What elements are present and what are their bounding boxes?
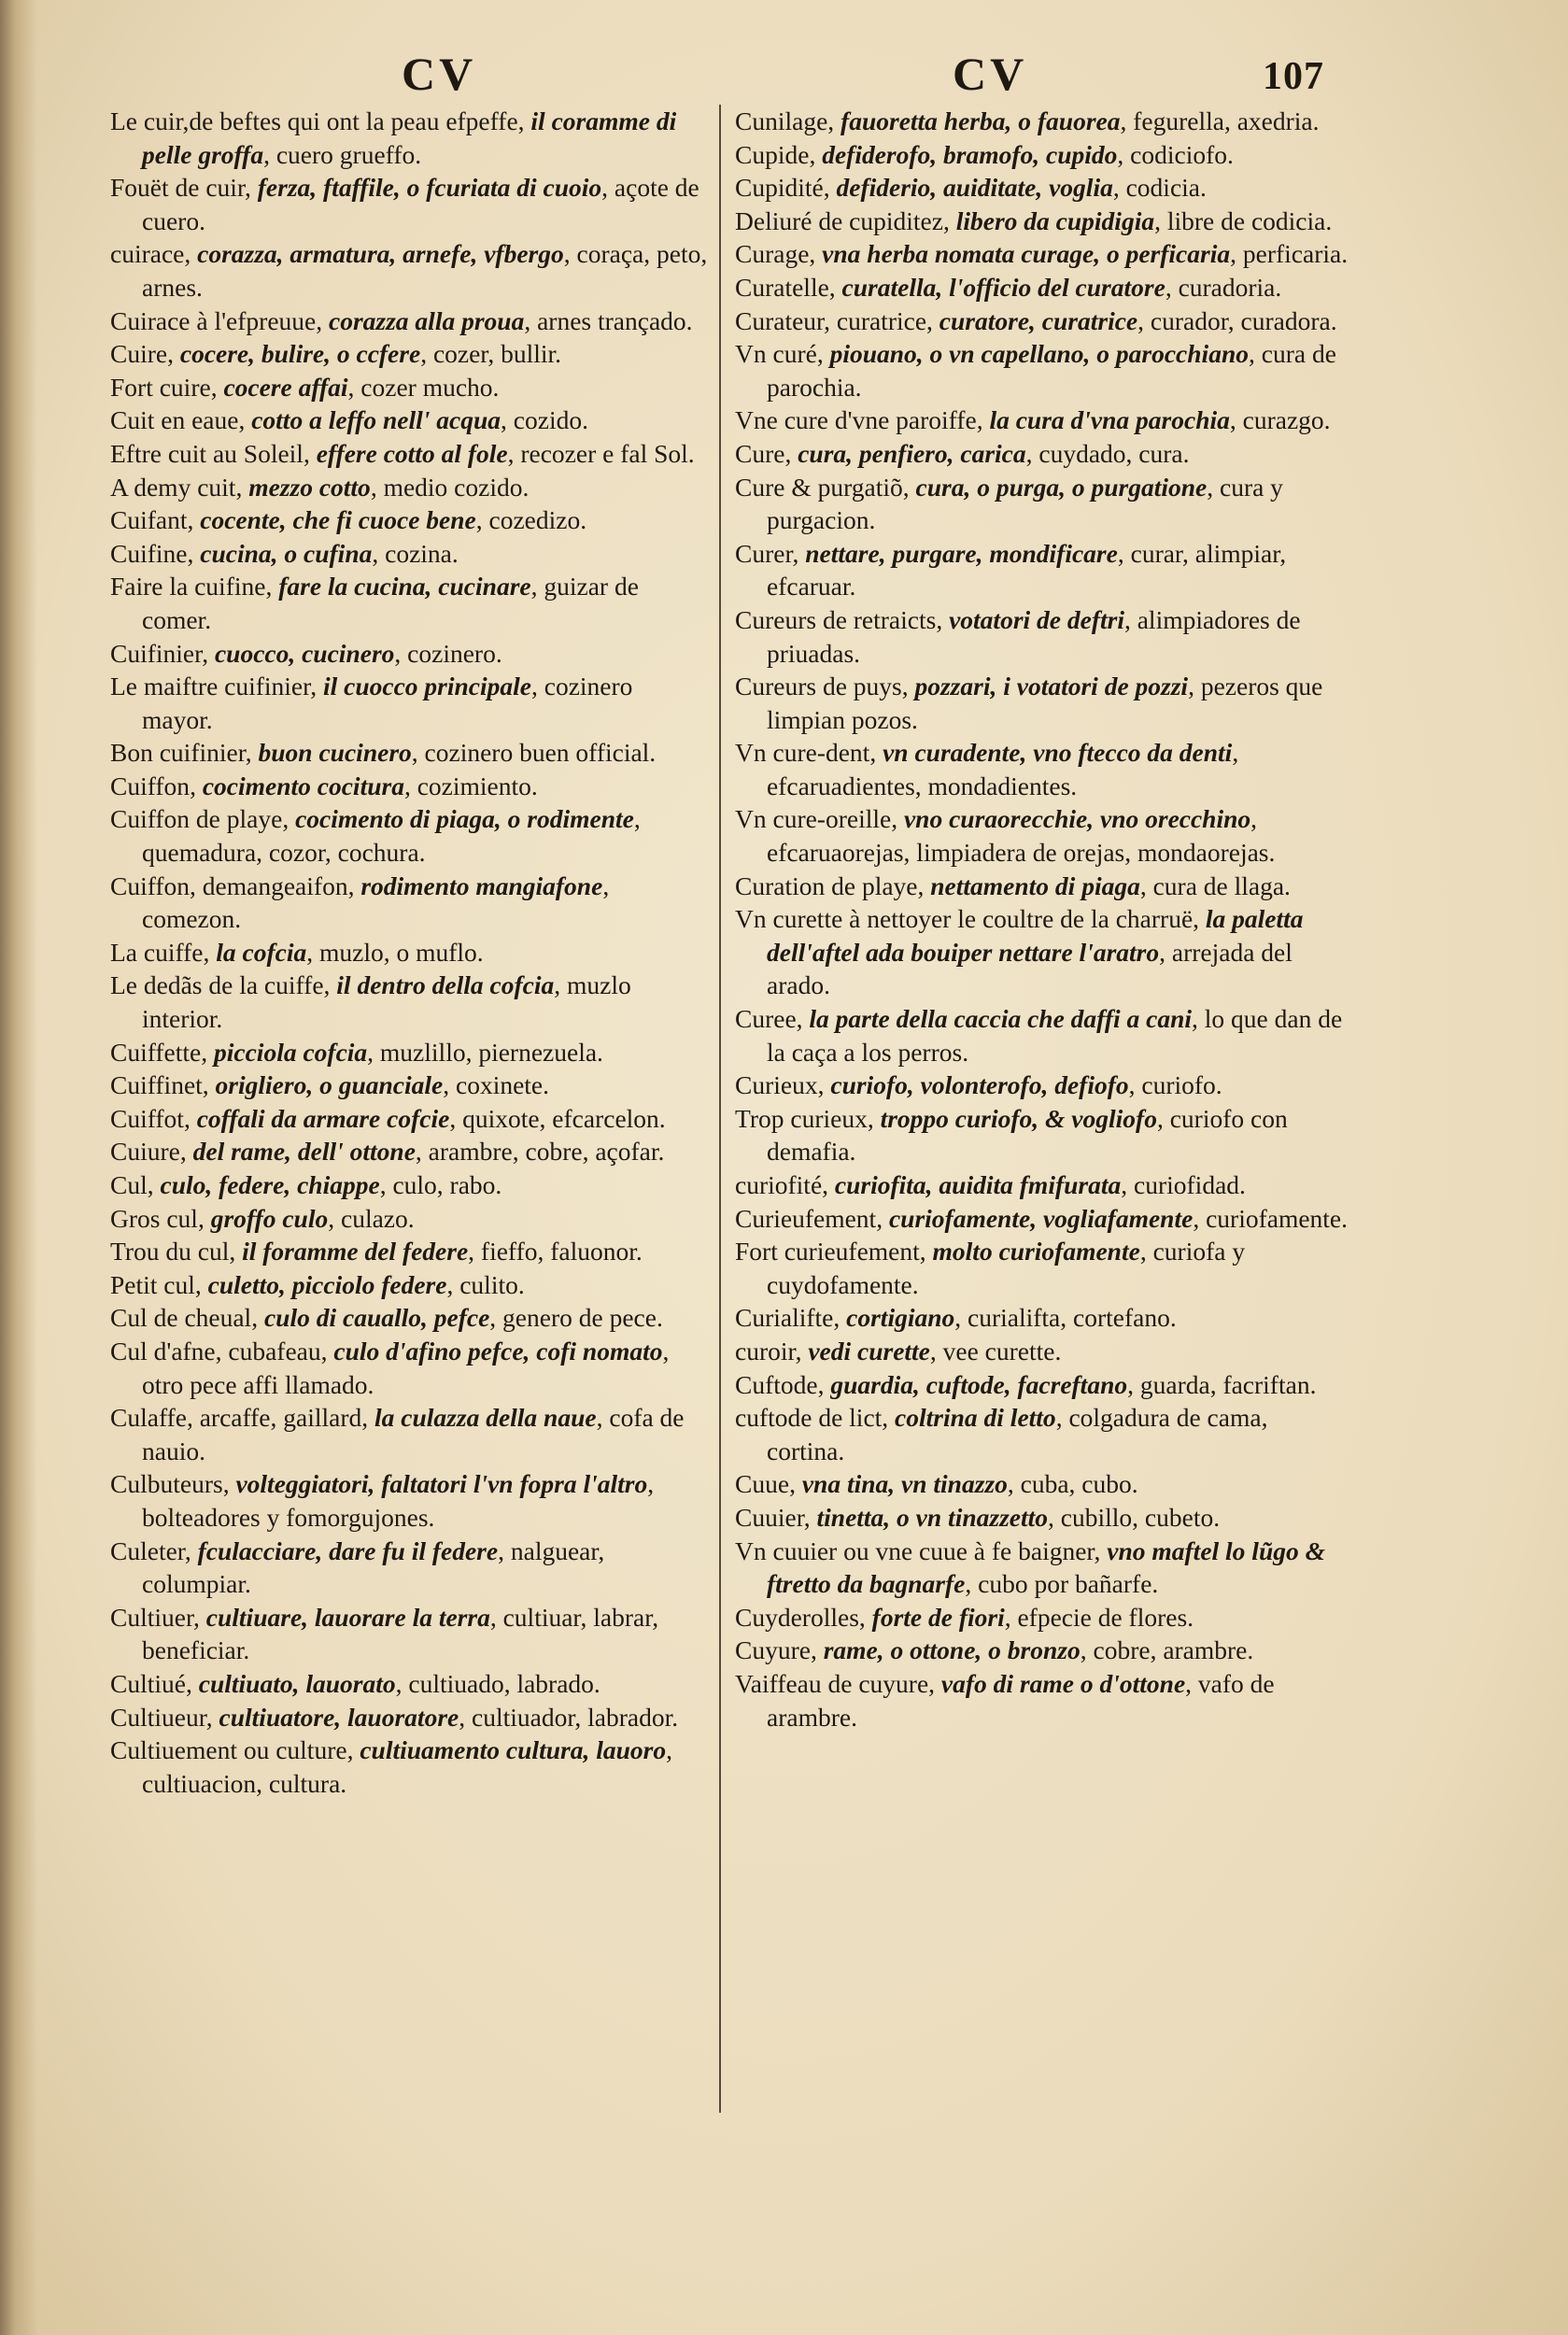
entry-french: Curieux <box>735 1070 818 1100</box>
entry-french: Culeter <box>110 1535 185 1565</box>
dictionary-entry: Cure, cura, penfiero, carica, cuydado, cura. <box>735 438 1190 468</box>
dictionary-entry: Vaiffeau de cuyure, vafo di rame o d'ottone, vafo de arambre. <box>735 1668 1275 1732</box>
dictionary-entry: Cureurs de retraicts, votatori de deftri, alimpiadores de priuadas. <box>735 604 1301 668</box>
entry-french: Cultiué <box>110 1668 186 1698</box>
entry-french: Le dedãs de la cuiffe <box>110 970 324 1000</box>
entry-spanish: curadoria. <box>1178 272 1282 302</box>
entry-french: Cuftode <box>735 1369 818 1399</box>
entry-french: Eftre cuit au Soleil <box>110 438 304 468</box>
entry-spanish: guarda, facriftan. <box>1139 1369 1317 1399</box>
entry-spanish: cuydado, cura. <box>1038 438 1190 468</box>
entry-italian: nettamento di piaga <box>930 870 1140 900</box>
entry-spanish: vee curette. <box>942 1336 1062 1366</box>
entry-spanish: recozer e fal Sol. <box>520 438 695 468</box>
dictionary-entry: Cul, culo, federe, chiappe, culo, rabo. <box>110 1170 502 1199</box>
entry-spanish: arrejada del arado. <box>767 937 1293 1000</box>
entry-italian: guardia, cuftode, facreftano <box>830 1369 1128 1399</box>
dictionary-entry: Cuifinier, cuocco, cucinero, cozinero. <box>110 638 502 668</box>
entry-spanish: cultiuador, labrador. <box>471 1702 679 1732</box>
entry-italian: rame, o ottone, o bronzo <box>823 1635 1081 1665</box>
entry-italian: curatore, curatrice <box>939 305 1138 335</box>
dictionary-entry: cuftode de lict, coltrina di letto, colgadura de cama, cortina. <box>735 1403 1268 1465</box>
dictionary-entry: Curage, vna herba nomata curage, o perficaria, perficaria. <box>735 239 1349 269</box>
entry-spanish: perficaria. <box>1242 239 1349 269</box>
entry-italian: cocente, che fi cuoce bene <box>200 505 476 535</box>
dictionary-entry: Curialifte, cortigiano, curialifta, cortefano. <box>735 1303 1177 1333</box>
entry-italian: corazza alla proua <box>329 305 525 335</box>
dictionary-entry: Fort cuire, cocere affai, cozer mucho. <box>110 372 500 402</box>
entry-italian: vn curadente, vno ftecco da denti <box>883 738 1233 768</box>
dictionary-entry: Le dedãs de la cuiffe, il dentro della cofcia, muzlo interior. <box>110 970 631 1034</box>
entry-italian: groffo culo <box>210 1203 329 1233</box>
entry-spanish: cuba, cubo. <box>1020 1469 1138 1499</box>
entry-italian: cura, penfiero, carica <box>798 438 1026 468</box>
entry-french: La cuiffe <box>110 937 204 967</box>
entry-spanish: alimpiadores de priuadas. <box>767 604 1301 668</box>
dictionary-entry: Petit cul, culetto, picciolo federe, culito. <box>110 1269 525 1299</box>
dictionary-entry: Bon cuifinier, buon cucinero, cozinero buen official. <box>110 738 657 768</box>
entry-french: Cuiffon <box>110 771 191 800</box>
entry-italian: cura, o purga, o purgatione <box>915 472 1208 502</box>
entry-spanish: cozer, bullir. <box>432 339 562 369</box>
entry-french: Cultiuer <box>110 1602 194 1632</box>
entry-italian: la paletta dell'aftel ada bouiper nettare l'aratro <box>767 904 1304 967</box>
dictionary-entry: Cuiffon, demangeaifon, rodimento mangiafone, comezon. <box>110 870 610 934</box>
entry-french: Le cuir,de beftes qui ont la peau efpeffe <box>110 106 518 135</box>
entry-italian: votatori de deftri <box>949 604 1124 634</box>
dictionary-entry: Vn curette à nettoyer le coultre de la charruë, la paletta dell'aftel ada bouiper nettare l'aratro, arrejada del arado. <box>735 904 1304 1000</box>
entry-spanish: arambre, cobre, açofar. <box>428 1137 665 1167</box>
dictionary-entry: Trop curieux, troppo curiofo, & vogliofo, curiofo con demafia. <box>735 1103 1288 1167</box>
entry-french: Cunilage <box>735 106 828 135</box>
dictionary-entry: Cuuier, tinetta, o vn tinazzetto, cubillo, cubeto. <box>735 1502 1221 1532</box>
entry-italian: cultiuare, lauorare la terra <box>205 1602 490 1632</box>
entry-french: Cuuier <box>735 1502 804 1532</box>
dictionary-entry: Cuiffon de playe, cocimento di piaga, o rodimente, quemadura, cozor, cochura. <box>110 804 641 868</box>
entry-spanish: coraça, peto, arnes. <box>142 239 708 302</box>
entry-spanish: lo que dan de la caça a los perros. <box>767 1004 1343 1067</box>
entry-spanish: cultiuado, labrado. <box>408 1668 600 1698</box>
entry-spanish: culito. <box>459 1269 525 1299</box>
dictionary-entry: Cultiué, cultiuato, lauorato, cultiuado, labrado. <box>110 1668 600 1698</box>
dictionary-entry: Trou du cul, il foramme del federe, fieffo, faluonor. <box>110 1237 643 1267</box>
entry-french: Trou du cul <box>110 1237 230 1267</box>
entry-italian: mezzo cotto <box>248 472 371 502</box>
entry-spanish: curiofamente. <box>1206 1203 1349 1233</box>
entry-italian: il cuocco principale <box>322 672 531 701</box>
dictionary-entry: Cupide, defiderofo, bramofo, cupido, codiciofo. <box>735 139 1234 169</box>
entry-italian: fauoretta herba, o fauorea <box>841 106 1121 135</box>
dictionary-entry: Vn curé, piouano, o vn capellano, o parocchiano, cura de parochia. <box>735 339 1336 402</box>
dictionary-entry: Culaffe, arcaffe, gaillard, la culazza della naue, cofa de nauio. <box>110 1403 685 1465</box>
entry-french: cuirace <box>110 239 185 269</box>
entry-spanish: curialifta, cortefano. <box>968 1303 1177 1333</box>
entry-italian: tinetta, o vn tinazzetto <box>816 1502 1049 1532</box>
entry-french: Culaffe, arcaffe, gaillard <box>110 1403 362 1433</box>
entry-spanish: efpecie de flores. <box>1017 1602 1194 1632</box>
dictionary-entry: Curateur, curatrice, curatore, curatrice, curador, curadora. <box>735 305 1337 335</box>
entry-french: Curer <box>735 538 793 568</box>
entry-italian: curatella, l'officio del curatore <box>841 272 1165 302</box>
entry-italian: cucina, o cufina <box>200 538 373 568</box>
entry-italian: vna herba nomata curage, o perficaria <box>822 239 1231 269</box>
entry-french: Vn cure-dent <box>735 738 870 768</box>
entry-italian: il dentro della cofcia <box>336 970 555 1000</box>
dictionary-entry: Vn cure-oreille, vno curaorecchie, vno orecchino, efcaruaorejas, limpiadera de orejas, mondaorejas. <box>735 804 1276 868</box>
entry-italian: effere cotto al fole <box>316 438 508 468</box>
left-column <box>110 105 708 1800</box>
entry-french: Bon cuifinier <box>110 738 246 768</box>
entry-spanish: cozido. <box>513 405 588 435</box>
dictionary-entry: Curatelle, curatella, l'officio del curatore, curadoria. <box>735 272 1282 302</box>
dictionary-entry: Cuit en eaue, cotto a leffo nell' acqua, cozido. <box>110 405 588 435</box>
entry-french: Cuiffette <box>110 1037 202 1067</box>
binding-gutter <box>0 0 37 2335</box>
entry-italian: vna tina, vn tinazzo <box>801 1469 1008 1499</box>
entry-spanish: efcaruadientes, mondadientes. <box>767 771 1078 800</box>
entry-italian: curiofo, volonterofo, defiofo <box>830 1070 1129 1100</box>
entry-italian: piouano, o vn capellano, o parocchiano <box>829 339 1249 369</box>
entry-french: Vn cure-oreille <box>735 804 892 834</box>
entry-italian: molto curiofamente <box>932 1237 1140 1267</box>
entry-spanish: curiofidad. <box>1134 1170 1246 1199</box>
entry-spanish: cozer mucho. <box>360 372 500 402</box>
dictionary-entry: Curer, nettare, purgare, mondificare, curar, alimpiar, efcaruar. <box>735 538 1287 601</box>
entry-italian: troppo curiofo, & vogliofo <box>880 1103 1157 1133</box>
entry-french: cuftode de lict <box>735 1403 883 1433</box>
entry-french: Curation de playe <box>735 870 918 900</box>
entry-spanish: fegurella, axedria. <box>1133 106 1320 135</box>
entry-spanish: medio cozido. <box>383 472 530 502</box>
entry-italian: cultiuatore, lauoratore <box>219 1702 459 1732</box>
dictionary-entry: Cuiffot, coffali da armare cofcie, quixote, efcarcelon. <box>110 1103 666 1133</box>
running-head-right: CV <box>953 48 1028 100</box>
entry-spanish: cuero grueffo. <box>275 139 422 169</box>
entry-italian: cocimento di piaga, o rodimente <box>295 804 634 834</box>
dictionary-entry: curoir, vedi curette, vee curette. <box>735 1336 1062 1366</box>
entry-french: Cuue <box>735 1469 790 1499</box>
entry-spanish: curar, alimpiar, efcaruar. <box>767 538 1287 601</box>
entry-french: Curateur, curatrice <box>735 305 927 335</box>
dictionary-entry: A demy cuit, mezzo cotto, medio cozido. <box>110 472 530 502</box>
entry-italian: corazza, armatura, arnefe, vfbergo <box>197 239 564 269</box>
dictionary-entry: Culbuteurs, volteggiatori, faltatori l'vn fopra l'altro, bolteadores y fomorgujones. <box>110 1469 655 1532</box>
entry-spanish: efcaruaorejas, limpiadera de orejas, mondaorejas. <box>767 838 1276 868</box>
entry-spanish: codiciofo. <box>1130 139 1234 169</box>
entry-spanish: cozinero buen official. <box>424 738 657 768</box>
entry-spanish: pezeros que limpian pozos. <box>767 672 1323 734</box>
entry-spanish: libre de codicia. <box>1166 205 1333 235</box>
dictionary-entry: Cuiffinet, origliero, o guanciale, coxinete. <box>110 1070 550 1100</box>
entry-spanish: genero de pece. <box>502 1303 663 1333</box>
entry-french: Vaiffeau de cuyure <box>735 1668 929 1698</box>
entry-italian: rodimento mangiafone <box>360 870 603 900</box>
entry-italian: la culazza della naue <box>374 1403 597 1433</box>
entry-italian: nettare, purgare, mondificare <box>805 538 1118 568</box>
dictionary-entry: Curee, la parte della caccia che daffi a cani, lo que dan de la caça a los perros. <box>735 1004 1343 1067</box>
entry-italian: vafo di rame o d'ottone <box>940 1668 1186 1698</box>
entry-french: curiofité <box>735 1170 823 1199</box>
entry-italian: culo di cauallo, pefce <box>263 1303 490 1333</box>
entry-spanish: bolteadores y fomorgujones. <box>142 1502 435 1532</box>
entry-french: Cuiffon, demangeaifon <box>110 870 348 900</box>
right-column <box>735 105 1351 1734</box>
entry-spanish: açote de cuero. <box>142 173 699 235</box>
entry-italian: fare la cucina, cucinare <box>278 572 531 601</box>
entry-spanish: codicia. <box>1125 173 1207 203</box>
dictionary-entry: Fort curieufement, molto curiofamente, curiofa y cuydofamente. <box>735 1237 1246 1299</box>
dictionary-entry: Culeter, fculacciare, dare fu il federe, nalguear, columpiar. <box>110 1535 605 1599</box>
entry-italian: cultiuato, lauorato <box>198 1668 396 1698</box>
entry-spanish: muzlo interior. <box>142 970 631 1034</box>
entry-french: Vne cure d'vne paroiffe <box>735 405 977 435</box>
entry-italian: del rame, dell' ottone <box>192 1137 416 1167</box>
dictionary-entry: Eftre cuit au Soleil, effere cotto al fole, recozer e fal Sol. <box>110 438 695 468</box>
entry-spanish: muzlo, o muflo. <box>318 937 484 967</box>
entry-french: Le maiftre cuifinier <box>110 672 311 701</box>
dictionary-entry: Le cuir,de beftes qui ont la peau efpeffe, il coramme di pelle groffa, cuero grueffo. <box>110 106 677 169</box>
entry-italian: ferza, ftaffile, o fcuriata di cuoio <box>257 173 602 203</box>
entry-spanish: nalguear, columpiar. <box>142 1535 605 1599</box>
entry-french: Curialifte <box>735 1303 834 1333</box>
entry-spanish: cozinero mayor. <box>142 672 633 734</box>
entry-french: Gros cul <box>110 1203 198 1233</box>
entry-spanish: fieffo, faluonor. <box>480 1237 643 1267</box>
entry-spanish: curador, curadora. <box>1150 305 1337 335</box>
entry-italian: curiofita, auidita fmifurata <box>834 1170 1122 1199</box>
entry-french: Cultiueur <box>110 1702 206 1732</box>
entry-spanish: muzlillo, piernezuela. <box>379 1037 603 1067</box>
entry-spanish: quemadura, cozor, cochura. <box>142 838 426 868</box>
dictionary-entry: Cuyderolles, forte de fiori, efpecie de flores. <box>735 1602 1194 1632</box>
dictionary-entry: Cuue, vna tina, vn tinazzo, cuba, cubo. <box>735 1469 1138 1499</box>
entry-french: Cupide <box>735 139 810 169</box>
entry-italian: defiderofo, bramofo, cupido <box>822 139 1118 169</box>
dictionary-entry: Cuyure, rame, o ottone, o bronzo, cobre, arambre. <box>735 1635 1254 1665</box>
entry-italian: cocimento cocitura <box>202 771 404 800</box>
entry-french: Cultiuement ou culture <box>110 1735 347 1765</box>
entry-spanish: colgadura de cama, cortina. <box>767 1403 1268 1465</box>
entry-italian: la cura d'vna parochia <box>989 405 1230 435</box>
dictionary-entry: Cuiffette, picciola cofcia, muzlillo, piernezuela. <box>110 1037 603 1067</box>
entry-italian: buon cucinero <box>258 738 412 768</box>
entry-italian: picciola cofcia <box>214 1037 368 1067</box>
entry-italian: cotto a leffo nell' acqua <box>251 405 501 435</box>
dictionary-entry: Cuifant, cocente, che fi cuoce bene, cozedizo. <box>110 505 587 535</box>
entry-french: Curieufement <box>735 1203 877 1233</box>
dictionary-entry: Cultiueur, cultiuatore, lauoratore, cultiuador, labrador. <box>110 1702 679 1732</box>
dictionary-entry: Cupidité, defiderio, auiditate, voglia, codicia. <box>735 173 1207 203</box>
dictionary-entry: Faire la cuifine, fare la cucina, cucinare, guizar de comer. <box>110 572 639 634</box>
dictionary-entry: Cuire, cocere, bulire, o ccfere, cozer, bullir. <box>110 339 562 369</box>
entry-italian: coffali da armare cofcie <box>196 1103 450 1133</box>
entry-italian: il coramme di pelle groffa <box>142 106 677 169</box>
entry-french: Culbuteurs <box>110 1469 223 1499</box>
entry-french: Faire la cuifine <box>110 572 266 601</box>
entry-french: Curatelle <box>735 272 829 302</box>
entry-french: Curage <box>735 239 810 269</box>
entry-french: Cuiffon de playe <box>110 804 283 834</box>
entry-french: Cul <box>110 1170 148 1199</box>
entry-italian: cortigiano <box>846 1303 955 1333</box>
entry-spanish: cubo por bañarfe. <box>978 1569 1159 1599</box>
dictionary-entry: Cuifine, cucina, o cufina, cozina. <box>110 538 459 568</box>
column-divider <box>719 105 721 2113</box>
entry-italian: curiofamente, vogliafamente <box>888 1203 1194 1233</box>
dictionary-entry: Cul de cheual, culo di cauallo, pefce, genero de pece. <box>110 1303 663 1333</box>
entry-italian: culetto, picciolo federe <box>207 1269 447 1299</box>
dictionary-entry: Cuirace à l'efpreuue, corazza alla proua, arnes trançado. <box>110 305 693 335</box>
entry-french: Cuifinier <box>110 638 203 668</box>
running-head-left: CV <box>402 48 477 100</box>
entry-spanish: vafo de arambre. <box>767 1668 1275 1732</box>
entry-italian: pozzari, i votatori de pozzi <box>914 672 1189 701</box>
dictionary-entry: Vne cure d'vne paroiffe, la cura d'vna parochia, curazgo. <box>735 405 1331 435</box>
entry-french: Cuiffinet <box>110 1070 203 1100</box>
entry-spanish: curiofa y cuydofamente. <box>767 1237 1246 1299</box>
entry-italian: vno maftel lo lũgo & ftretto da bagnarfe <box>767 1535 1325 1599</box>
dictionary-entry: Vn cure-dent, vn curadente, vno ftecco da denti, efcaruadientes, mondadientes. <box>735 738 1239 800</box>
entry-french: Cuiure <box>110 1137 180 1167</box>
entry-spanish: cultiuacion, cultura. <box>142 1768 347 1798</box>
entry-spanish: cobre, arambre. <box>1093 1635 1254 1665</box>
dictionary-entry: Vn cuuier ou vne cuue à fe baigner, vno maftel lo lũgo & ftretto da bagnarfe, cubo por bañarfe. <box>735 1535 1325 1599</box>
entry-italian: cocere, bulire, o ccfere <box>179 339 421 369</box>
entry-french: Cuyure <box>735 1635 811 1665</box>
entry-french: Cure <box>735 438 785 468</box>
entry-french: Cuit en eaue <box>110 405 239 435</box>
dictionary-entry: Deliuré de cupiditez, libero da cupidigia, libre de codicia. <box>735 205 1333 235</box>
entry-spanish: cultiuar, labrar, beneficiar. <box>142 1602 659 1665</box>
dictionary-entry: Cureurs de puys, pozzari, i votatori de pozzi, pezeros que limpian pozos. <box>735 672 1323 734</box>
entry-italian: origliero, o guanciale <box>215 1070 444 1100</box>
dictionary-entry: Cure & purgatiõ, cura, o purga, o purgatione, cura y purgacion. <box>735 472 1283 535</box>
entry-spanish: quixote, efcarcelon. <box>462 1103 666 1133</box>
dictionary-entry: Cultiuement ou culture, cultiuamento cultura, lauoro, cultiuacion, cultura. <box>110 1735 672 1798</box>
entry-spanish: comezon. <box>142 904 242 934</box>
entry-italian: cuocco, cucinero <box>214 638 395 668</box>
entry-italian: fculacciare, dare fu il federe <box>197 1535 499 1565</box>
entry-italian: vedi curette <box>808 1336 930 1366</box>
entry-italian: la cofcia <box>216 937 307 967</box>
entry-italian: culo, federe, chiappe <box>160 1170 380 1199</box>
entry-spanish: culo, rabo. <box>392 1170 502 1199</box>
entry-spanish: cura y purgacion. <box>767 472 1283 535</box>
entry-spanish: curiofo. <box>1141 1070 1222 1100</box>
entry-french: Petit cul <box>110 1269 195 1299</box>
entry-french: Cul d'afne, cubafeau <box>110 1336 321 1366</box>
entry-french: A demy cuit <box>110 472 236 502</box>
entry-italian: culo d'afino pefce, cofi nomato <box>333 1336 663 1366</box>
entry-italian: volteggiatori, faltatori l'vn fopra l'altro <box>235 1469 648 1499</box>
entry-french: Fouët de cuir <box>110 173 245 203</box>
entry-spanish: cura de llaga. <box>1152 870 1291 900</box>
entry-italian: libero da cupidigia <box>955 205 1155 235</box>
dictionary-entry: curiofité, curiofita, auidita fmifurata, curiofidad. <box>735 1170 1246 1199</box>
entry-spanish: arnes trançado. <box>537 305 693 335</box>
dictionary-entry: Curieufement, curiofamente, vogliafamente, curiofamente. <box>735 1203 1349 1233</box>
entry-spanish: cura de parochia. <box>767 339 1336 402</box>
entry-spanish: guizar de comer. <box>142 572 639 634</box>
dictionary-entry: Gros cul, groffo culo, culazo. <box>110 1203 415 1233</box>
entry-spanish: culazo. <box>341 1203 415 1233</box>
entry-french: Cuiffot <box>110 1103 184 1133</box>
dictionary-entry: Le maiftre cuifinier, il cuocco principale, cozinero mayor. <box>110 672 633 734</box>
dictionary-entry: cuirace, corazza, armatura, arnefe, vfbergo, coraça, peto, arnes. <box>110 239 708 302</box>
entry-spanish: cubillo, cubeto. <box>1060 1502 1221 1532</box>
entry-italian: vno curaorecchie, vno orecchino <box>903 804 1251 834</box>
entry-italian: la parte della caccia che daffi a cani <box>809 1004 1193 1034</box>
entry-french: Curee <box>735 1004 797 1034</box>
dictionary-entry: Curation de playe, nettamento di piaga, cura de llaga. <box>735 870 1291 900</box>
entry-spanish: coxinete. <box>455 1070 550 1100</box>
entry-french: Vn cuuier ou vne cuue à fe baigner <box>735 1535 1095 1565</box>
entry-french: Cul de cheual <box>110 1303 252 1333</box>
entry-french: Cureurs de retraicts <box>735 604 937 634</box>
entry-french: Cuyderolles <box>735 1602 859 1632</box>
dictionary-entry: Curieux, curiofo, volonterofo, defiofo, curiofo. <box>735 1070 1222 1100</box>
entry-spanish: curazgo. <box>1242 405 1331 435</box>
entry-italian: cultiuamento cultura, lauoro <box>360 1735 667 1765</box>
entry-french: Fort cuire <box>110 372 211 402</box>
entry-spanish: cozedizo. <box>488 505 587 535</box>
dictionary-entry: Fouët de cuir, ferza, ftaffile, o fcuriata di cuoio, açote de cuero. <box>110 173 699 235</box>
entry-spanish: otro pece affi llamado. <box>142 1369 374 1399</box>
entry-french: Cupidité <box>735 173 824 203</box>
entry-french: curoir <box>735 1336 796 1366</box>
page-number: 107 <box>1263 55 1324 98</box>
dictionary-entry: Cuiure, del rame, dell' ottone, arambre, cobre, açofar. <box>110 1137 665 1167</box>
entry-french: Deliuré de cupiditez <box>735 205 943 235</box>
entry-spanish: cozina. <box>385 538 459 568</box>
entry-italian: defiderio, auiditate, voglia <box>836 173 1113 203</box>
entry-italian: forte de fiori <box>871 1602 1005 1632</box>
dictionary-entry: Cuftode, guardia, cuftode, facreftano, guarda, facriftan. <box>735 1369 1317 1399</box>
dictionary-entry: La cuiffe, la cofcia, muzlo, o muflo. <box>110 937 484 967</box>
entry-spanish: curiofo con demafia. <box>767 1103 1288 1167</box>
entry-french: Vn curette à nettoyer le coultre de la charruë <box>735 904 1194 934</box>
entry-french: Trop curieux <box>735 1103 868 1133</box>
entry-spanish: cofa de nauio. <box>142 1403 685 1465</box>
entry-italian: coltrina di letto <box>895 1403 1056 1433</box>
entry-italian: cocere affai <box>223 372 348 402</box>
dictionary-entry: Cultiuer, cultiuare, lauorare la terra, cultiuar, labrar, beneficiar. <box>110 1602 659 1665</box>
dictionary-entry: Cul d'afne, cubafeau, culo d'afino pefce, cofi nomato, otro pece affi llamado. <box>110 1336 670 1399</box>
dictionary-entry: Cunilage, fauoretta herba, o fauorea, fegurella, axedria. <box>735 106 1320 135</box>
entry-french: Cuifine <box>110 538 188 568</box>
entry-french: Vn curé <box>735 339 817 369</box>
entry-french: Cure & purgatiõ <box>735 472 903 502</box>
entry-spanish: cozimiento. <box>417 771 538 800</box>
dictionary-entry: Cuiffon, cocimento cocitura, cozimiento. <box>110 771 538 800</box>
entry-french: Cuirace à l'efpreuue <box>110 305 317 335</box>
entry-spanish: cozinero. <box>407 638 502 668</box>
entry-french: Cuifant <box>110 505 188 535</box>
entry-french: Cureurs de puys <box>735 672 902 701</box>
entry-french: Cuire <box>110 339 168 369</box>
entry-italian: il foramme del federe <box>242 1237 469 1267</box>
entry-french: Fort curieufement <box>735 1237 920 1267</box>
